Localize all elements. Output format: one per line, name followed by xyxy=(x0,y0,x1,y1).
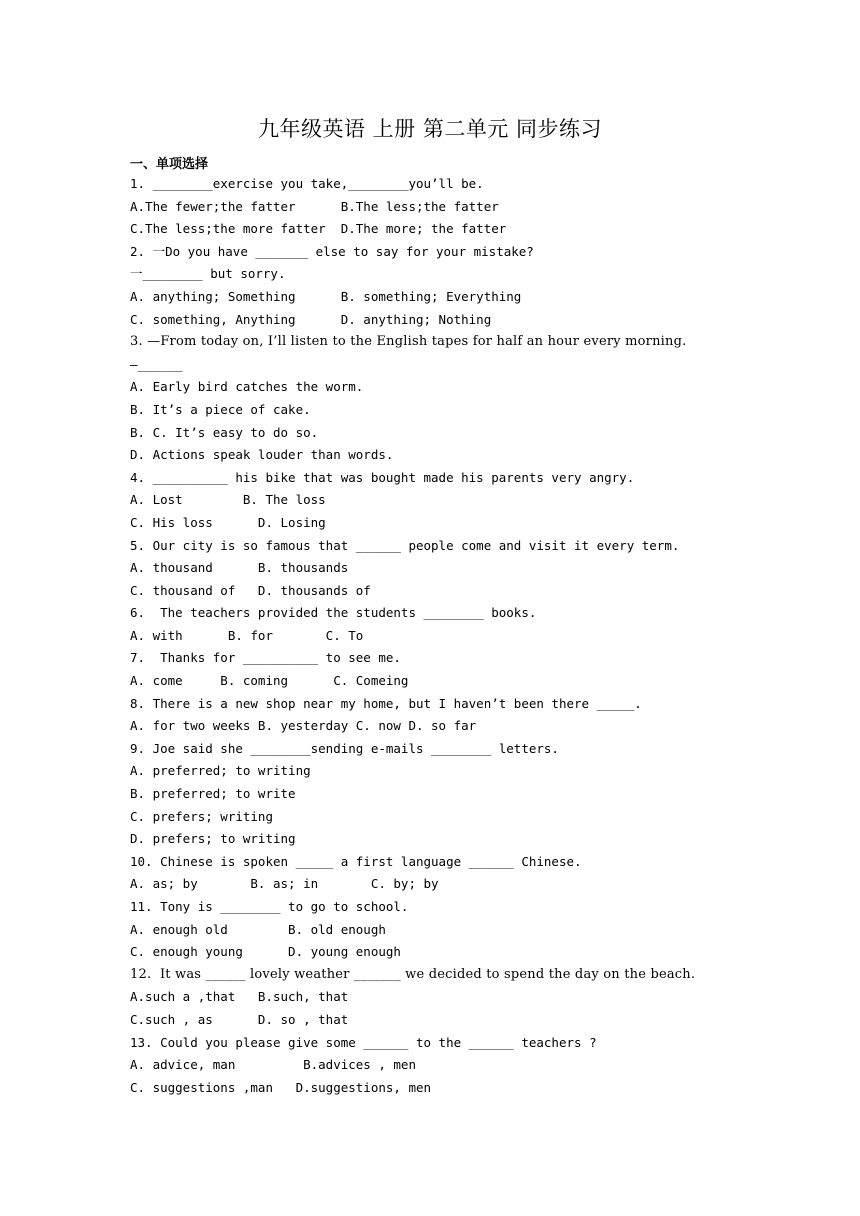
question-text-line: —______ xyxy=(130,356,183,372)
answer-options-line: A. for two weeks B. yesterday C. now D. so far xyxy=(130,718,477,734)
question-text-line: 9. Joe said she ________sending e-mails ________ letters. xyxy=(130,740,559,756)
answer-options-line: A. come B. coming C. Comeing xyxy=(130,673,409,689)
question-text-line: 12. It was ______ lovely weather _______ we decided to spend the day on the beach. xyxy=(130,966,696,982)
answer-options-line: C.such , as D. so , that xyxy=(130,1011,349,1027)
answer-options-line: B. It’s a piece of cake. xyxy=(130,401,311,417)
question-text-line: 10. Chinese is spoken _____ a first language ______ Chinese. xyxy=(130,853,582,869)
answer-options-line: A. preferred; to writing xyxy=(130,763,311,779)
section-heading: 一、单项选择 xyxy=(130,157,209,172)
answer-options-line: C. thousand of D. thousands of xyxy=(130,582,371,598)
answer-options-line: B. preferred; to write xyxy=(130,786,296,802)
answer-options-line: B. C. It’s easy to do so. xyxy=(130,424,319,440)
answer-options-line: C. His loss D. Losing xyxy=(130,514,326,530)
question-text-line: 1. ________exercise you take,________you’ll be. xyxy=(130,176,484,191)
answer-options-line: A. Lost B. The loss xyxy=(130,492,326,508)
answer-options-line: C. something, Anything D. anything; Nothing xyxy=(130,311,492,327)
answer-options-line: A. thousand B. thousands xyxy=(130,560,349,576)
answer-options-line: C. prefers; writing xyxy=(130,808,273,824)
question-text-line: 3. —From today on, I’ll listen to the English tapes for half an hour every morning. xyxy=(130,334,687,350)
answer-options-line: D. prefers; to writing xyxy=(130,831,296,847)
answer-options-line: D. Actions speak louder than words. xyxy=(130,447,394,463)
question-text-line: 11. Tony is ________ to go to school. xyxy=(130,899,409,914)
question-text-line: 7. Thanks for __________ to see me. xyxy=(130,650,401,666)
answer-options-line: C. suggestions ,man D.suggestions, men xyxy=(130,1079,432,1095)
question-text-line: 8. There is a new shop near my home, but I haven’t been there _____. xyxy=(130,695,642,711)
answer-options-line: A. enough old B. old enough xyxy=(130,921,386,937)
question-text-line: 2. 一Do you have _______ else to say for your mistake? xyxy=(130,243,534,259)
question-text-line: 4. __________ his bike that was bought made his parents very angry. xyxy=(130,469,635,485)
question-text-line: 一________ but sorry. xyxy=(130,266,286,282)
answer-options-line: C.The less;the more fatter D.The more; the fatter xyxy=(130,221,507,237)
question-text-line: 6. The teachers provided the students ________ books. xyxy=(130,605,537,621)
answer-options-line: C. enough young D. young enough xyxy=(130,944,401,960)
question-text-line: 13. Could you please give some ______ to the ______ teachers ? xyxy=(130,1034,597,1050)
page-title: 九年级英语 上册 第二单元 同步练习 xyxy=(257,117,603,141)
answer-options-line: A.The fewer;the fatter B.The less;the fatter xyxy=(130,198,499,214)
question-list xyxy=(130,173,740,1099)
answer-options-line: A. advice, man B.advices , men xyxy=(130,1057,416,1073)
answer-options-line: A. anything; Something B. something; Everything xyxy=(130,288,522,304)
answer-options-line: A. as; by B. as; in C. by; by xyxy=(130,876,439,892)
question-text-line: 5. Our city is so famous that ______ people come and visit it every term. xyxy=(130,537,680,553)
answer-options-line: A. Early bird catches the worm. xyxy=(130,379,364,395)
answer-options-line: A. with B. for C. To xyxy=(130,627,364,643)
answer-options-line: A.such a ,that B.such, that xyxy=(130,989,349,1005)
